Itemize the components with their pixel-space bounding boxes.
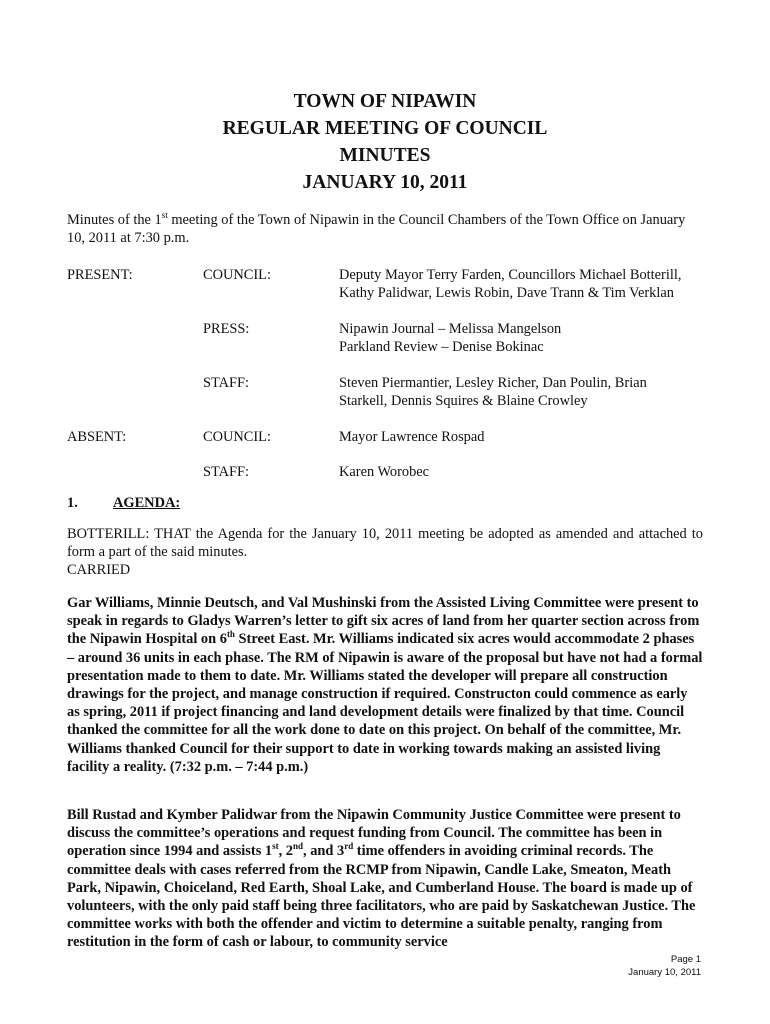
- title-meeting: REGULAR MEETING OF COUNCIL: [222, 118, 548, 139]
- justice-text-a: Bill Rustad and Kymber Palidwar from the Nipawin Community Justice Committee were present to discuss the committee’s operations and request funding from Council. The committee has been in operation since 1994 and assists 1: [67, 807, 681, 860]
- motion-result: CARRIED: [67, 562, 131, 579]
- justice-sup2: nd: [292, 841, 303, 852]
- title-date: JANUARY 10, 2011: [302, 172, 468, 193]
- section-title: AGENDA:: [113, 495, 181, 511]
- justice-sup3: rd: [344, 841, 354, 852]
- justice-text-c: , and 3: [303, 843, 345, 860]
- press-label: PRESS:: [203, 321, 250, 337]
- title-minutes: MINUTES: [339, 145, 431, 166]
- intro-text-b: meeting of the Town of Nipawin in the Council Chambers of the Town Office on January 10, 2011 at 7:30 p.m.: [67, 212, 686, 247]
- staff-names: [339, 374, 709, 410]
- staff-line2: Starkell, Dennis Squires & Blaine Crowley: [339, 393, 588, 410]
- justice-sup1: st: [272, 841, 279, 852]
- present-council-line1: Deputy Mayor Terry Farden, Councillors Michael Botterill,: [339, 267, 682, 283]
- staff-line1: Steven Piermantier, Lesley Richer, Dan Poulin, Brian: [339, 375, 647, 391]
- footer-date: January 10, 2011: [628, 967, 701, 978]
- footer-page-number: Page 1: [670, 954, 701, 965]
- agenda-motion: [67, 525, 703, 580]
- assisted-sup: th: [226, 629, 235, 640]
- intro-paragraph: [67, 211, 703, 247]
- intro-sup: st: [161, 210, 168, 221]
- present-label: PRESENT:: [67, 267, 133, 283]
- justice-text-d: time offenders in avoiding criminal records. The committee deals with cases referred from the RCMP from Nipawin, Candle Lake, Smeaton, Meath Park, Nipawin, Choiceland, Red Earth, Shoal Lake, and Cumberland House. The board is made up of volunteers, with the only paid staff being three facilitators, who are paid by Saskatchewan Justice. The committee works with both the offender and victim to determine a suitable penalty, ranging from restitution in the form of cash or labour, to community service: [67, 843, 696, 951]
- present-council-names: [339, 266, 709, 302]
- page-footer: [628, 953, 701, 979]
- absent-label: ABSENT:: [67, 429, 127, 445]
- absent-staff-label: STAFF:: [203, 464, 250, 480]
- press-names: [339, 320, 709, 356]
- justice-committee-paragraph: [67, 806, 703, 952]
- assisted-text-b: Street East. Mr. Williams indicated six acres would accommodate 2 phases – around 36 units in each phase. The RM of Nipawin is aware of the proposal but have not had a formal presentation made to them to date. Mr. Williams stated the developer will prepare all construction drawings for the project, and manage construction if required. Constructon could commence as early as spring, 2011 if project financing and land development details were finalized by that time. Council thanked the committee for all the work done to date on this project. On behalf of the committee, Mr. Williams thanked Council for their support to date in working towards making an assisted living facility a reality. (7:32 p.m. – 7:44 p.m.): [67, 631, 703, 775]
- justice-text-b: , 2: [278, 843, 293, 860]
- assisted-text-a: Gar Williams, Minnie Deutsch, and Val Mushinski from the Assisted Living Committee were present to speak in regards to Gladys Warren’s letter to gift six acres of land from her quarter section across from the Nipawin Hospital on 6: [67, 595, 700, 648]
- assisted-living-paragraph: [67, 594, 703, 776]
- motion-text: BOTTERILL: THAT the Agenda for the January 10, 2011 meeting be adopted as amended and attached to form a part of the said minutes.: [67, 526, 703, 561]
- press-line1: Nipawin Journal – Melissa Mangelson: [339, 321, 562, 337]
- document-title: [0, 88, 770, 196]
- present-council-label: COUNCIL:: [203, 267, 271, 283]
- press-line2: Parkland Review – Denise Bokinac: [339, 339, 544, 356]
- section-number: 1.: [67, 495, 78, 511]
- absent-council-label: COUNCIL:: [203, 429, 271, 445]
- intro-text-a: Minutes of the 1: [67, 212, 162, 228]
- absent-council-names: Mayor Lawrence Rospad: [339, 429, 485, 445]
- title-town: TOWN OF NIPAWIN: [293, 91, 477, 112]
- staff-label: STAFF:: [203, 375, 250, 391]
- absent-staff-names: Karen Worobec: [339, 464, 430, 480]
- present-council-line2: Kathy Palidwar, Lewis Robin, Dave Trann & Tim Verklan: [339, 285, 674, 302]
